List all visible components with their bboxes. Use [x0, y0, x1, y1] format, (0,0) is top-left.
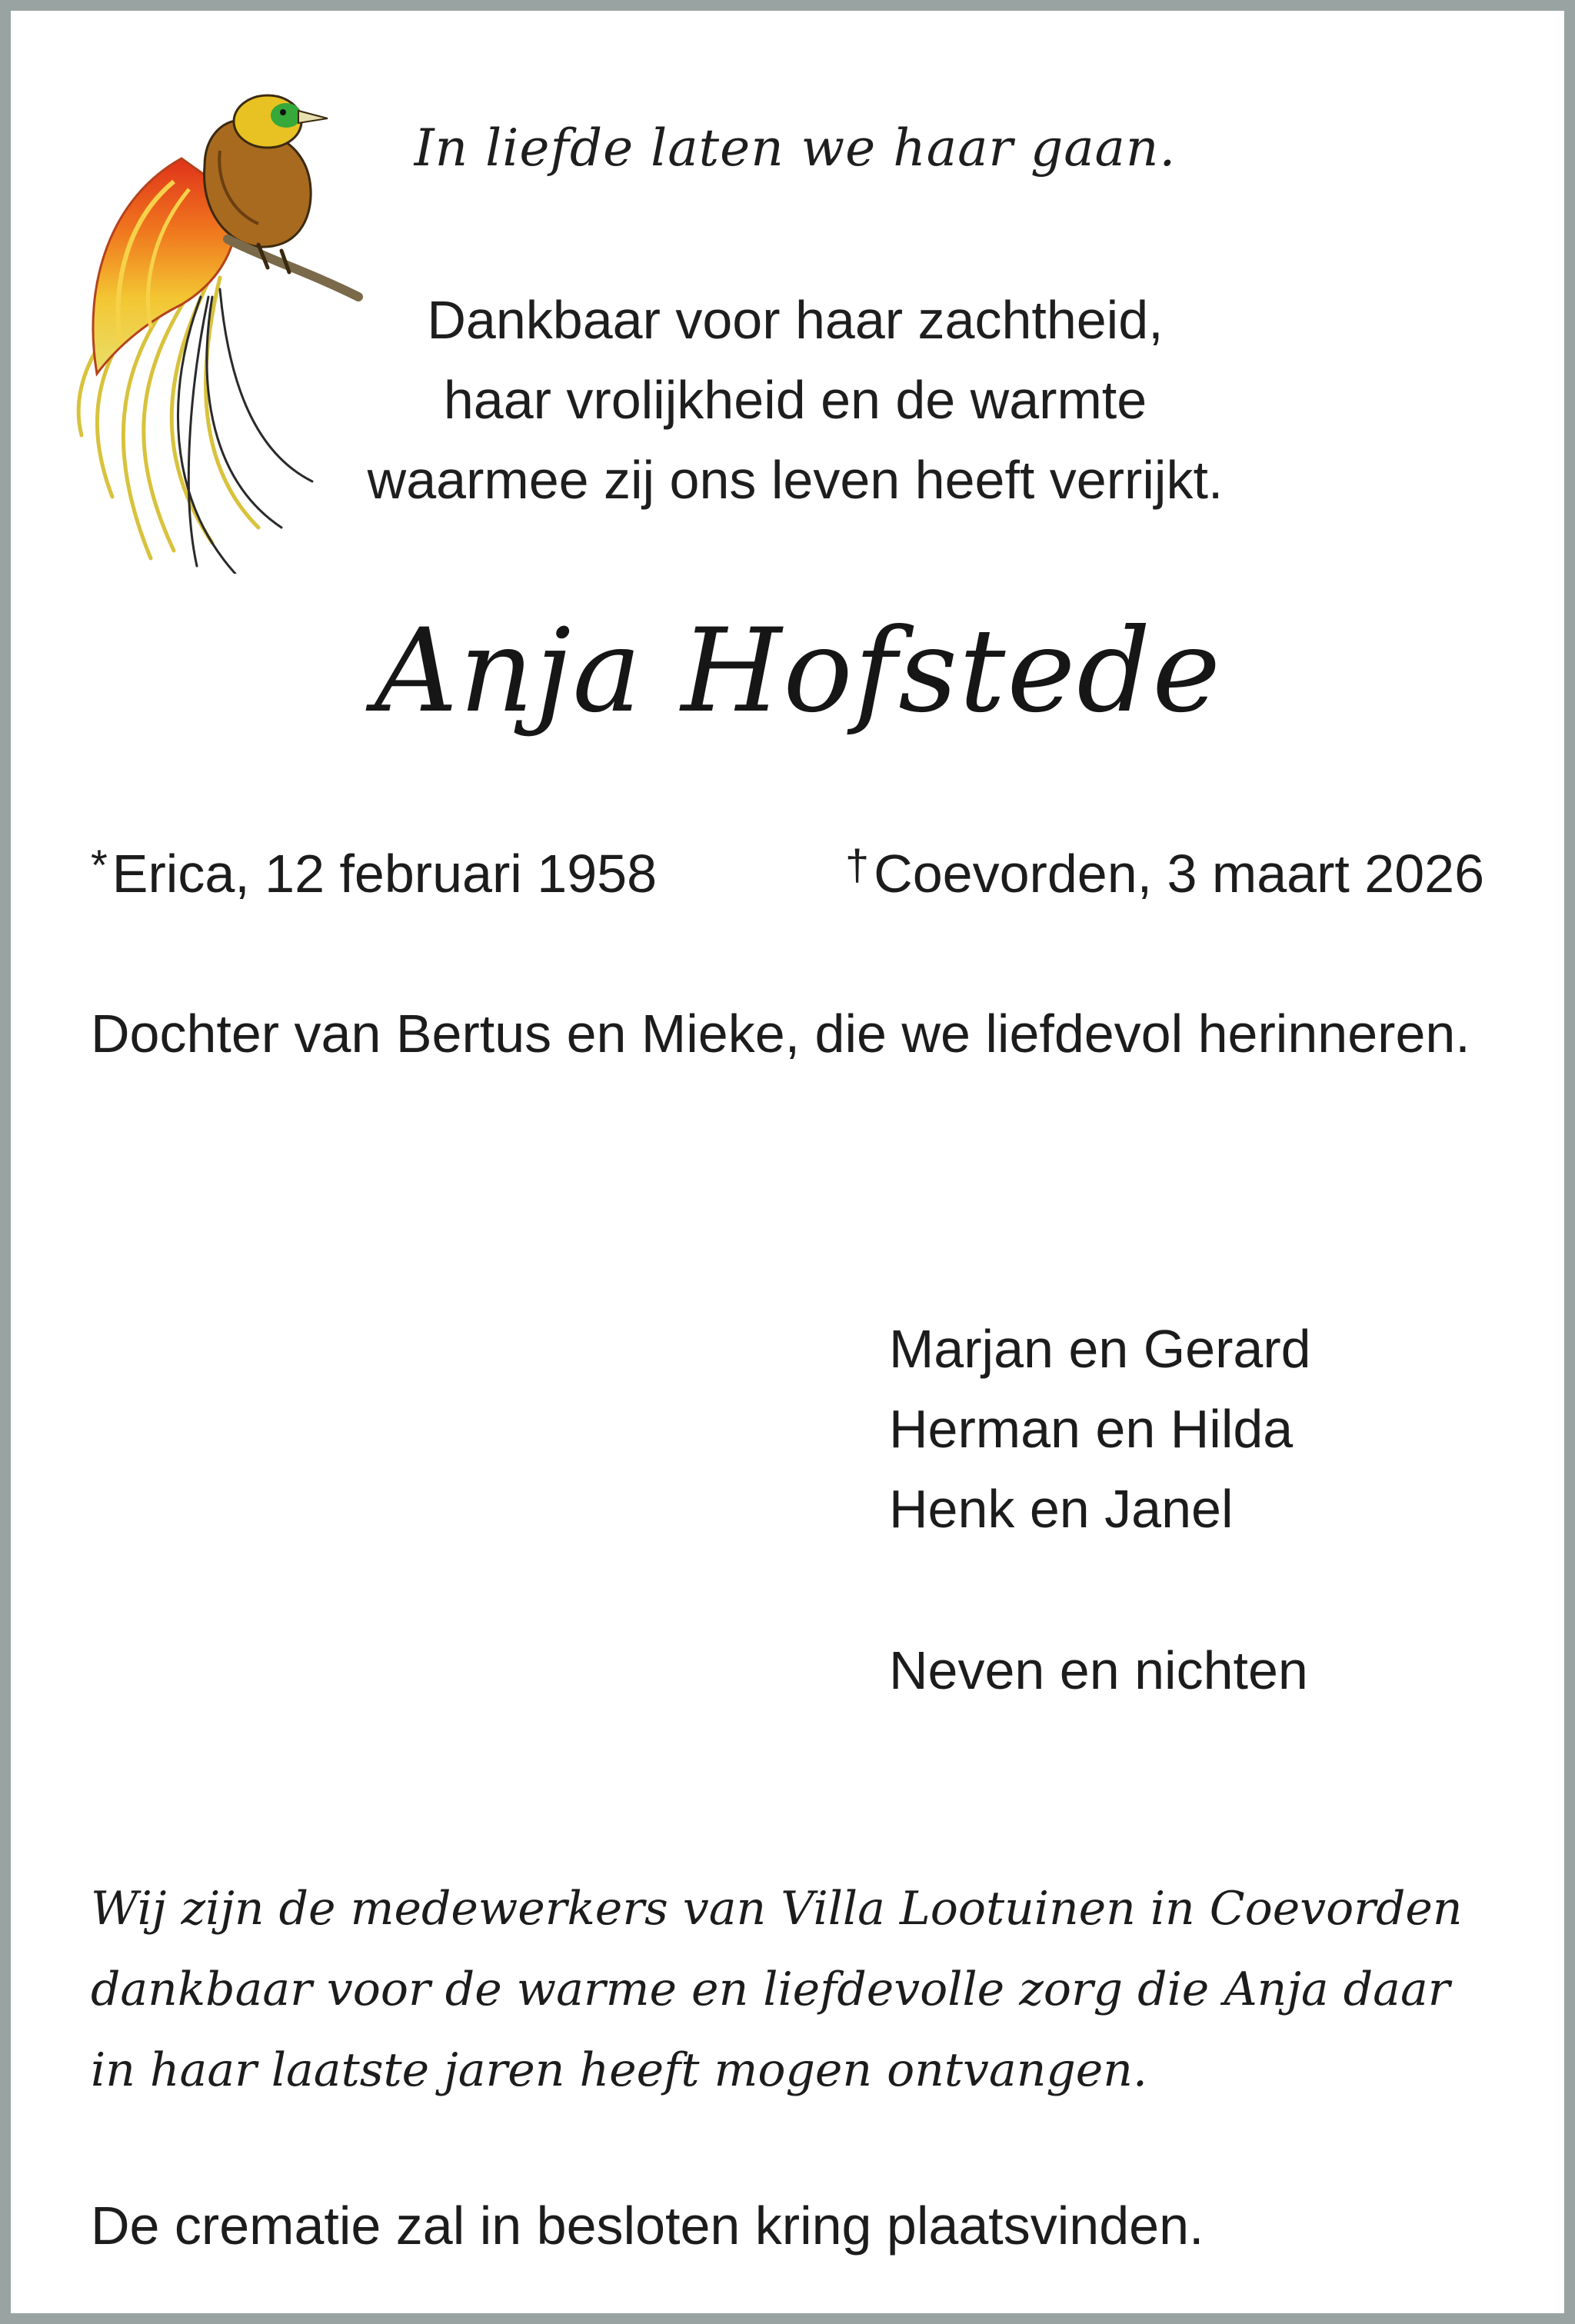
death-info	[845, 840, 1484, 904]
family-member: Herman en Hilda	[889, 1399, 1294, 1459]
cremation-note: De crematie zal in besloten kring plaatsvinden.	[91, 2196, 1204, 2256]
verse-line: Dankbaar voor haar zachtheid,	[427, 290, 1164, 350]
staff-message-line: Wij zijn de medewerkers van Villa Lootuinen in Coevorden	[91, 1882, 1463, 1936]
family-list	[889, 1309, 1311, 1710]
verse-line: waarmee zij ons leven heeft verrijkt.	[367, 450, 1224, 510]
dates-row	[91, 840, 1484, 917]
staff-message	[91, 1869, 1463, 2111]
staff-message-line: dankbaar voor de warme en liefdevolle zorg die Anja daar	[91, 1963, 1450, 2016]
opening-line: In liefde laten we haar gaan.	[414, 118, 1177, 178]
verse	[318, 280, 1272, 520]
death-text: Coevorden, 3 maart 2026	[874, 844, 1484, 904]
family-cousins: Neven en nichten	[889, 1640, 1308, 1700]
family-member: Marjan en Gerard	[889, 1319, 1311, 1379]
birth-text: Erica, 12 februari 1958	[112, 844, 657, 904]
death-symbol: †	[845, 841, 870, 889]
birth-info	[91, 840, 657, 904]
birth-symbol: *	[91, 841, 108, 889]
verse-line: haar vrolijkheid en de warmte	[443, 370, 1147, 430]
family-member: Henk en Janel	[889, 1479, 1234, 1539]
parents-line: Dochter van Bertus en Mieke, die we liefdevol herinneren.	[91, 1004, 1470, 1064]
deceased-name: Anja Hofstede	[374, 604, 1222, 738]
staff-message-line: in haar laatste jaren heeft mogen ontvangen.	[91, 2043, 1147, 2097]
